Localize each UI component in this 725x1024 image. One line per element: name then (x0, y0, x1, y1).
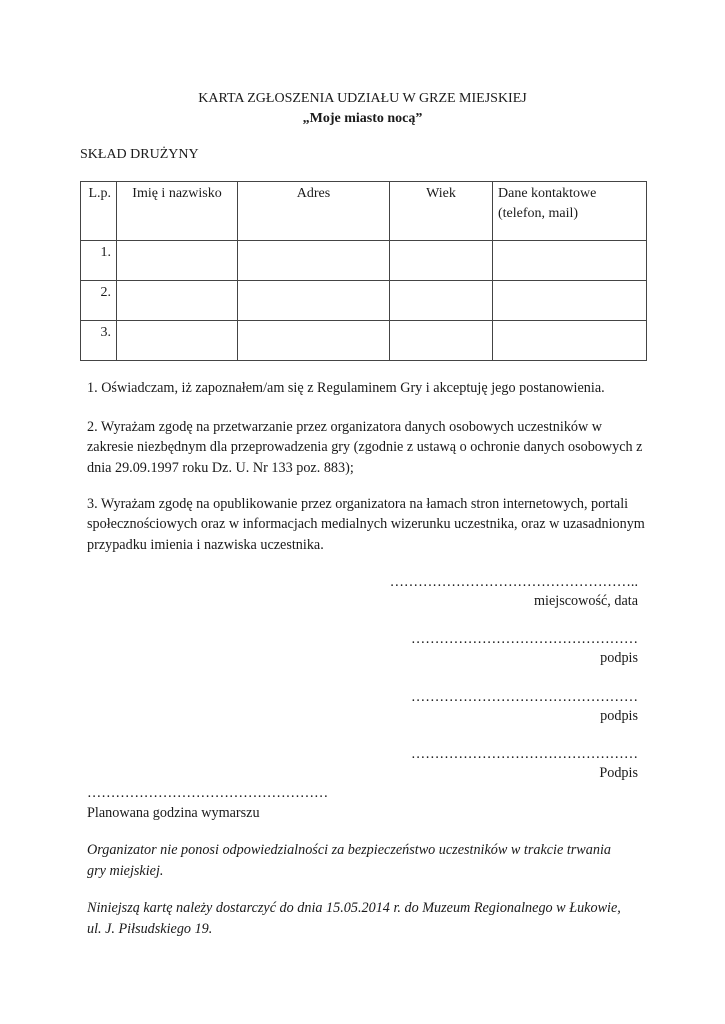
contact-cell[interactable] (493, 281, 647, 321)
game-name: „Moje miasto nocą” (302, 111, 423, 126)
place-date-label: miejscowość, data (533, 593, 638, 609)
departure-time-line[interactable]: …………………………………………… (87, 785, 329, 801)
place-date-line[interactable]: …………………………………………….. (389, 574, 638, 590)
signature-label: podpis (600, 708, 638, 724)
row-number: 1. (81, 241, 117, 281)
header-address: Adres (238, 182, 390, 241)
signature-label: podpis (600, 650, 638, 666)
row-number: 2. (81, 281, 117, 321)
declaration-image-publication: 3. Wyrażam zgodę na opublikowanie przez organizatora na łamach stron internetowych, portali społecznościowych oraz w informacjach medialnych wizerunku uczestnika, oraz w uzasadnionym przypadku imienia i nazwiska uczestnika. (87, 496, 645, 553)
signature-line[interactable]: ………………………………………… (411, 631, 638, 647)
section-heading-team: SKŁAD DRUŻYNY (80, 147, 199, 162)
signature-label: Podpis (599, 765, 638, 781)
declaration-rules: 1. Oświadczam, iż zapoznałem/am się z Regulaminem Gry i akceptuję jego postanowienia. (87, 380, 605, 396)
address-cell[interactable] (238, 281, 390, 321)
row-number: 3. (81, 321, 117, 361)
team-table (80, 181, 647, 361)
contact-cell[interactable] (493, 321, 647, 361)
address-cell[interactable] (238, 241, 390, 281)
header-lp: L.p. (81, 182, 117, 241)
liability-note: Organizator nie ponosi odpowiedzialności za bezpieczeństwo uczestników w trakcie trwania gry miejskiej. (87, 842, 611, 879)
document-title: KARTA ZGŁOSZENIA UDZIAŁU W GRZE MIEJSKIEJ (198, 91, 527, 106)
age-cell[interactable] (390, 281, 493, 321)
signature-line[interactable]: ………………………………………… (411, 689, 638, 705)
age-cell[interactable] (390, 321, 493, 361)
table-row (81, 241, 647, 281)
signature-line[interactable]: ………………………………………… (411, 746, 638, 762)
name-cell[interactable] (117, 241, 238, 281)
age-cell[interactable] (390, 241, 493, 281)
departure-time-label: Planowana godzina wymarszu (87, 805, 260, 821)
contact-cell[interactable] (493, 241, 647, 281)
table-row (81, 281, 647, 321)
declaration-data-processing: 2. Wyrażam zgodę na przetwarzanie przez organizatora danych osobowych uczestników w zakresie niezbędnym dla przeprowadzenia gry (zgodnie z ustawą o ochronie danych osobowych z dnia 29.09.1997 roku Dz. U. Nr 133 poz. 883); (87, 419, 643, 476)
address-cell[interactable] (238, 321, 390, 361)
table-row (81, 321, 647, 361)
header-age: Wiek (390, 182, 493, 241)
header-contact-line2: (telefon, mail) (498, 206, 579, 221)
delivery-note: Niniejszą kartę należy dostarczyć do dnia 15.05.2014 r. do Muzeum Regionalnego w Łukowie, ul. J. Piłsudskiego 19. (87, 900, 621, 937)
name-cell[interactable] (117, 321, 238, 361)
header-contact (493, 182, 647, 241)
header-contact-line1: Dane kontaktowe (498, 186, 597, 201)
name-cell[interactable] (117, 281, 238, 321)
header-name: Imię i nazwisko (117, 182, 238, 241)
table-header-row (81, 182, 647, 241)
